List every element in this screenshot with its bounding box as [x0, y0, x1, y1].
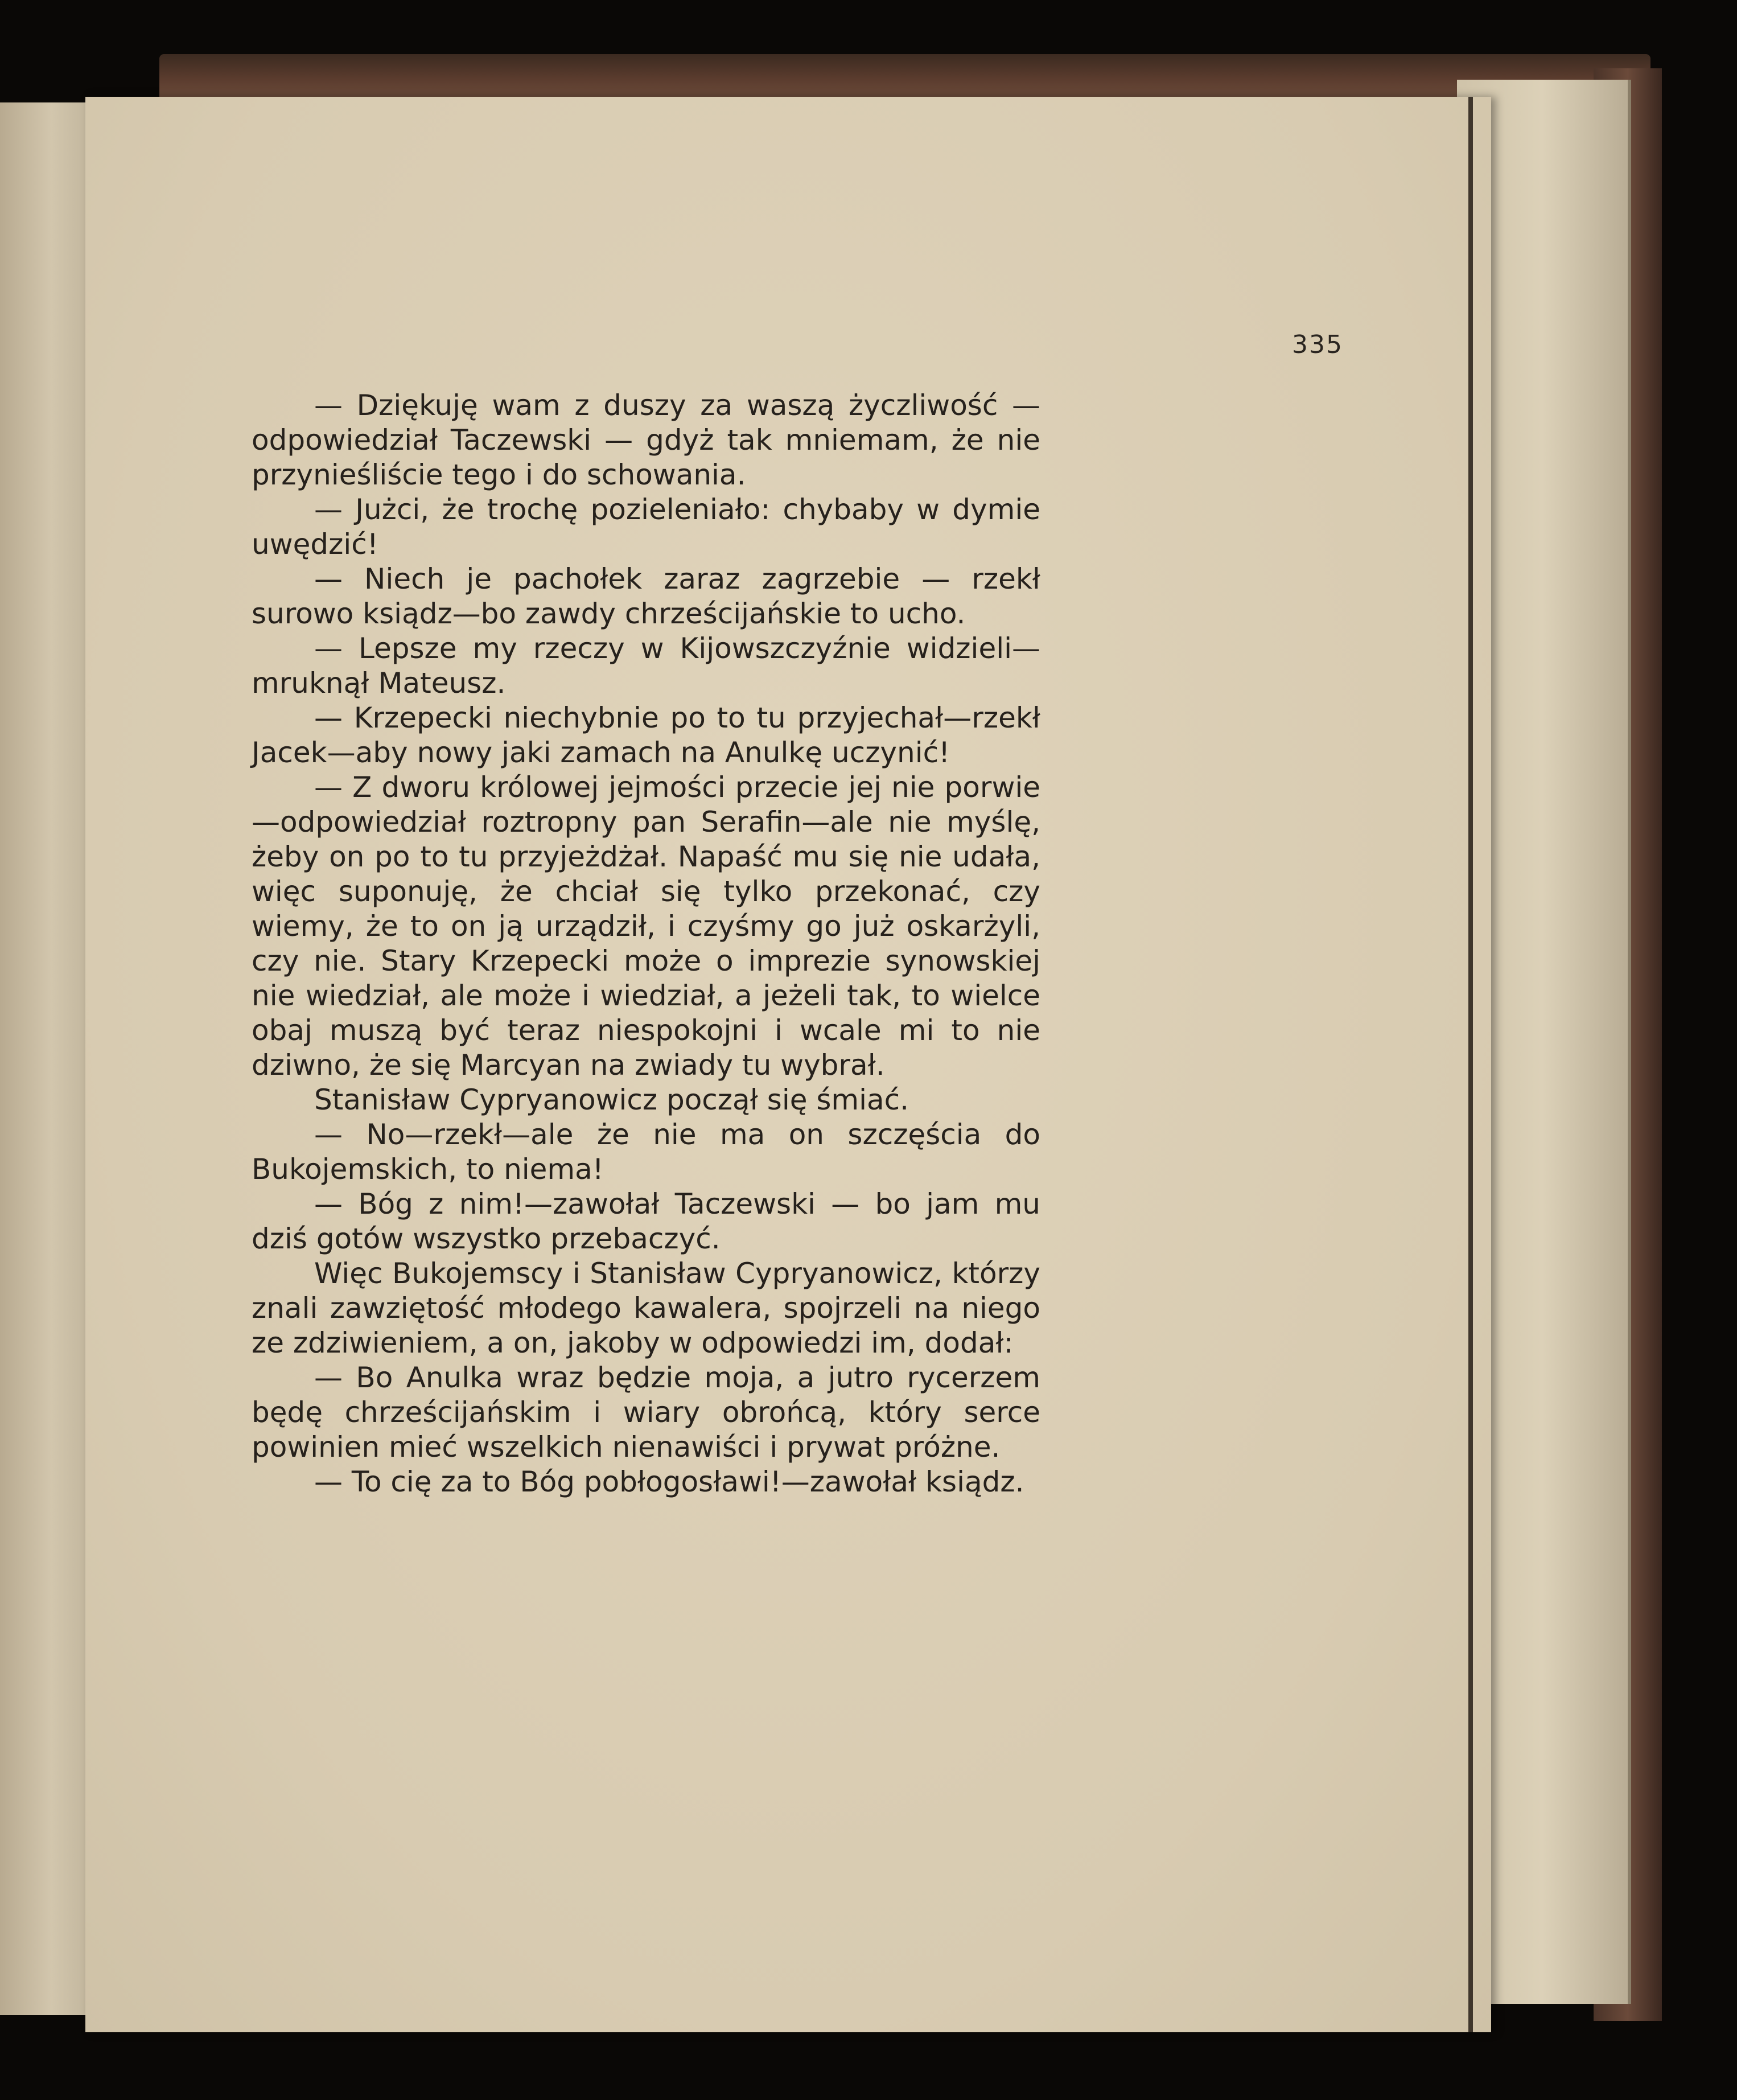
book-page	[85, 97, 1491, 2032]
paragraph: — No—rzekł—ale że nie ma on szczęścia do Bukojemskich, to niema!	[252, 1118, 1040, 1186]
paragraph: Więc Bukojemscy i Stanisław Cypryanowicz, którzy znali zawziętość młodego kawalera, spojrzeli na niego ze zdziwieniem, a on, jakoby w odpowiedzi im, dodał:	[252, 1257, 1040, 1359]
left-page-edge	[0, 102, 85, 2015]
paragraph: — Bóg z nim!—zawołał Taczewski — bo jam mu dziś gotów wszystko przebaczyć.	[252, 1187, 1040, 1255]
paragraph: — Krzepecki niechybnie po to tu przyjechał—rzekł Jacek—aby nowy jaki zamach na Anulkę uczynić!	[252, 701, 1040, 769]
paragraph: — Jużci, że trochę pozieleniało: chybaby w dymie uwędzić!	[252, 493, 1040, 561]
paragraph: — Z dworu królowej jejmości przecie jej nie porwie—odpowiedział roztropny pan Serafin—ale nie myślę, żeby on po to tu przyjeżdżał. Napaść mu się nie udała, więc suponuję, że chciał się tylko przekonać, czy wiemy, że to on ją urządził, i czyśmy go już oskarżyli, czy nie. Stary Krzepecki może o imprezie synowskiej nie wiedział, ale może i wiedział, a jeżeli tak, to wielce obaj muszą być teraz niespokojni i wcale mi to nie dziwno, że się Marcyan na zwiady tu wybrał.	[252, 771, 1040, 1082]
page-number: 335	[1292, 330, 1343, 359]
page-edge-shadow	[1468, 97, 1473, 2032]
page-text	[252, 388, 1040, 1499]
paragraph: — Bo Anulka wraz będzie moja, a jutro rycerzem będę chrześcijańskim i wiary obrońcą, który serce powinien mieć wszelkich nienawiści i prywat próżne.	[252, 1361, 1040, 1464]
paragraph: — Niech je pachołek zaraz zagrzebie — rzekł surowo ksiądz—bo zawdy chrześcijańskie to ucho.	[252, 562, 1040, 630]
paragraph: — Lepsze my rzeczy w Kijowszczyźnie widzieli— mruknął Mateusz.	[252, 632, 1040, 700]
paragraph: — Dziękuję wam z duszy za waszą życzliwość — odpowiedział Taczewski — gdyż tak mniemam, że nie przynieśliście tego i do schowania.	[252, 389, 1040, 491]
paragraph: Stanisław Cypryanowicz począł się śmiać.	[314, 1083, 909, 1116]
paragraph: — To cię za to Bóg pobłogosławi!—zawołał ksiądz.	[314, 1465, 1024, 1498]
